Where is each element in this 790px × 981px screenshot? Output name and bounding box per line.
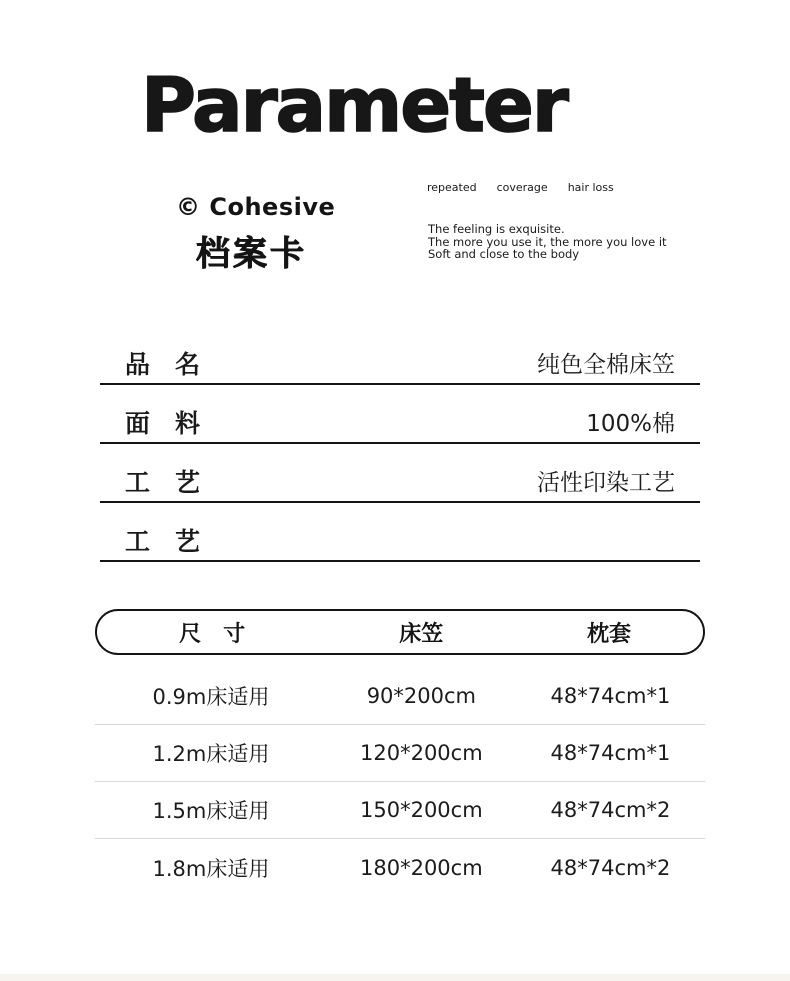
header-size: 尺 寸: [179, 621, 246, 647]
table-row: [95, 839, 705, 896]
cell-bed-size: 1.8m床适用: [152, 856, 270, 881]
table-row: [95, 668, 705, 725]
keyword-hair-loss: hair loss: [567, 181, 614, 194]
spec-row-product-name: [100, 326, 700, 385]
brand-name: © Cohesive: [176, 193, 336, 221]
cell-pillow-size: 48*74cm*2: [550, 855, 671, 880]
tagline-line-2: The more you use it, the more you love it: [428, 234, 667, 249]
spec-label: 工 艺: [125, 527, 201, 556]
spec-row-fabric: [100, 385, 700, 444]
spec-list: [100, 326, 700, 562]
header-pillowcase: 枕套: [587, 621, 632, 647]
cell-sheet-size: 120*200cm: [360, 741, 483, 765]
size-table-header: [95, 609, 705, 655]
size-table-body: [95, 668, 705, 896]
cell-bed-size: 1.5m床适用: [152, 799, 270, 823]
spec-value: 纯色全棉床笠: [537, 351, 675, 378]
cell-sheet-size: 90*200cm: [366, 684, 476, 708]
spec-label: 面 料: [125, 409, 201, 438]
spec-value: 活性印染工艺: [537, 469, 675, 496]
table-row: [95, 782, 705, 839]
spec-row-craft-2: [100, 503, 700, 562]
cell-pillow-size: 48*74cm*1: [550, 741, 671, 765]
size-table: [95, 609, 705, 896]
keywords-row: [427, 181, 614, 194]
spec-label: 工 艺: [125, 468, 201, 497]
card-name: 档案卡: [196, 234, 307, 274]
cell-sheet-size: 180*200cm: [360, 855, 483, 880]
table-row: [95, 725, 705, 782]
next-section-edge: [0, 974, 790, 981]
spec-value: 100%棉: [586, 410, 675, 437]
page-title: Parameter: [141, 61, 567, 149]
cell-sheet-size: 150*200cm: [360, 798, 483, 822]
cell-bed-size: 0.9m床适用: [152, 685, 270, 709]
header-fitted-sheet: 床笠: [399, 621, 444, 647]
cell-bed-size: 1.2m床适用: [152, 742, 270, 766]
keyword-repeated: repeated: [427, 181, 477, 194]
spec-label: 品 名: [125, 350, 201, 379]
cell-pillow-size: 48*74cm*2: [550, 798, 671, 822]
tagline: [428, 223, 667, 261]
spec-row-craft: [100, 444, 700, 503]
keyword-coverage: coverage: [496, 181, 548, 194]
cell-pillow-size: 48*74cm*1: [550, 684, 671, 708]
tagline-line-3: Soft and close to the body: [428, 247, 580, 261]
tagline-line-1: The feeling is exquisite.: [428, 222, 565, 236]
